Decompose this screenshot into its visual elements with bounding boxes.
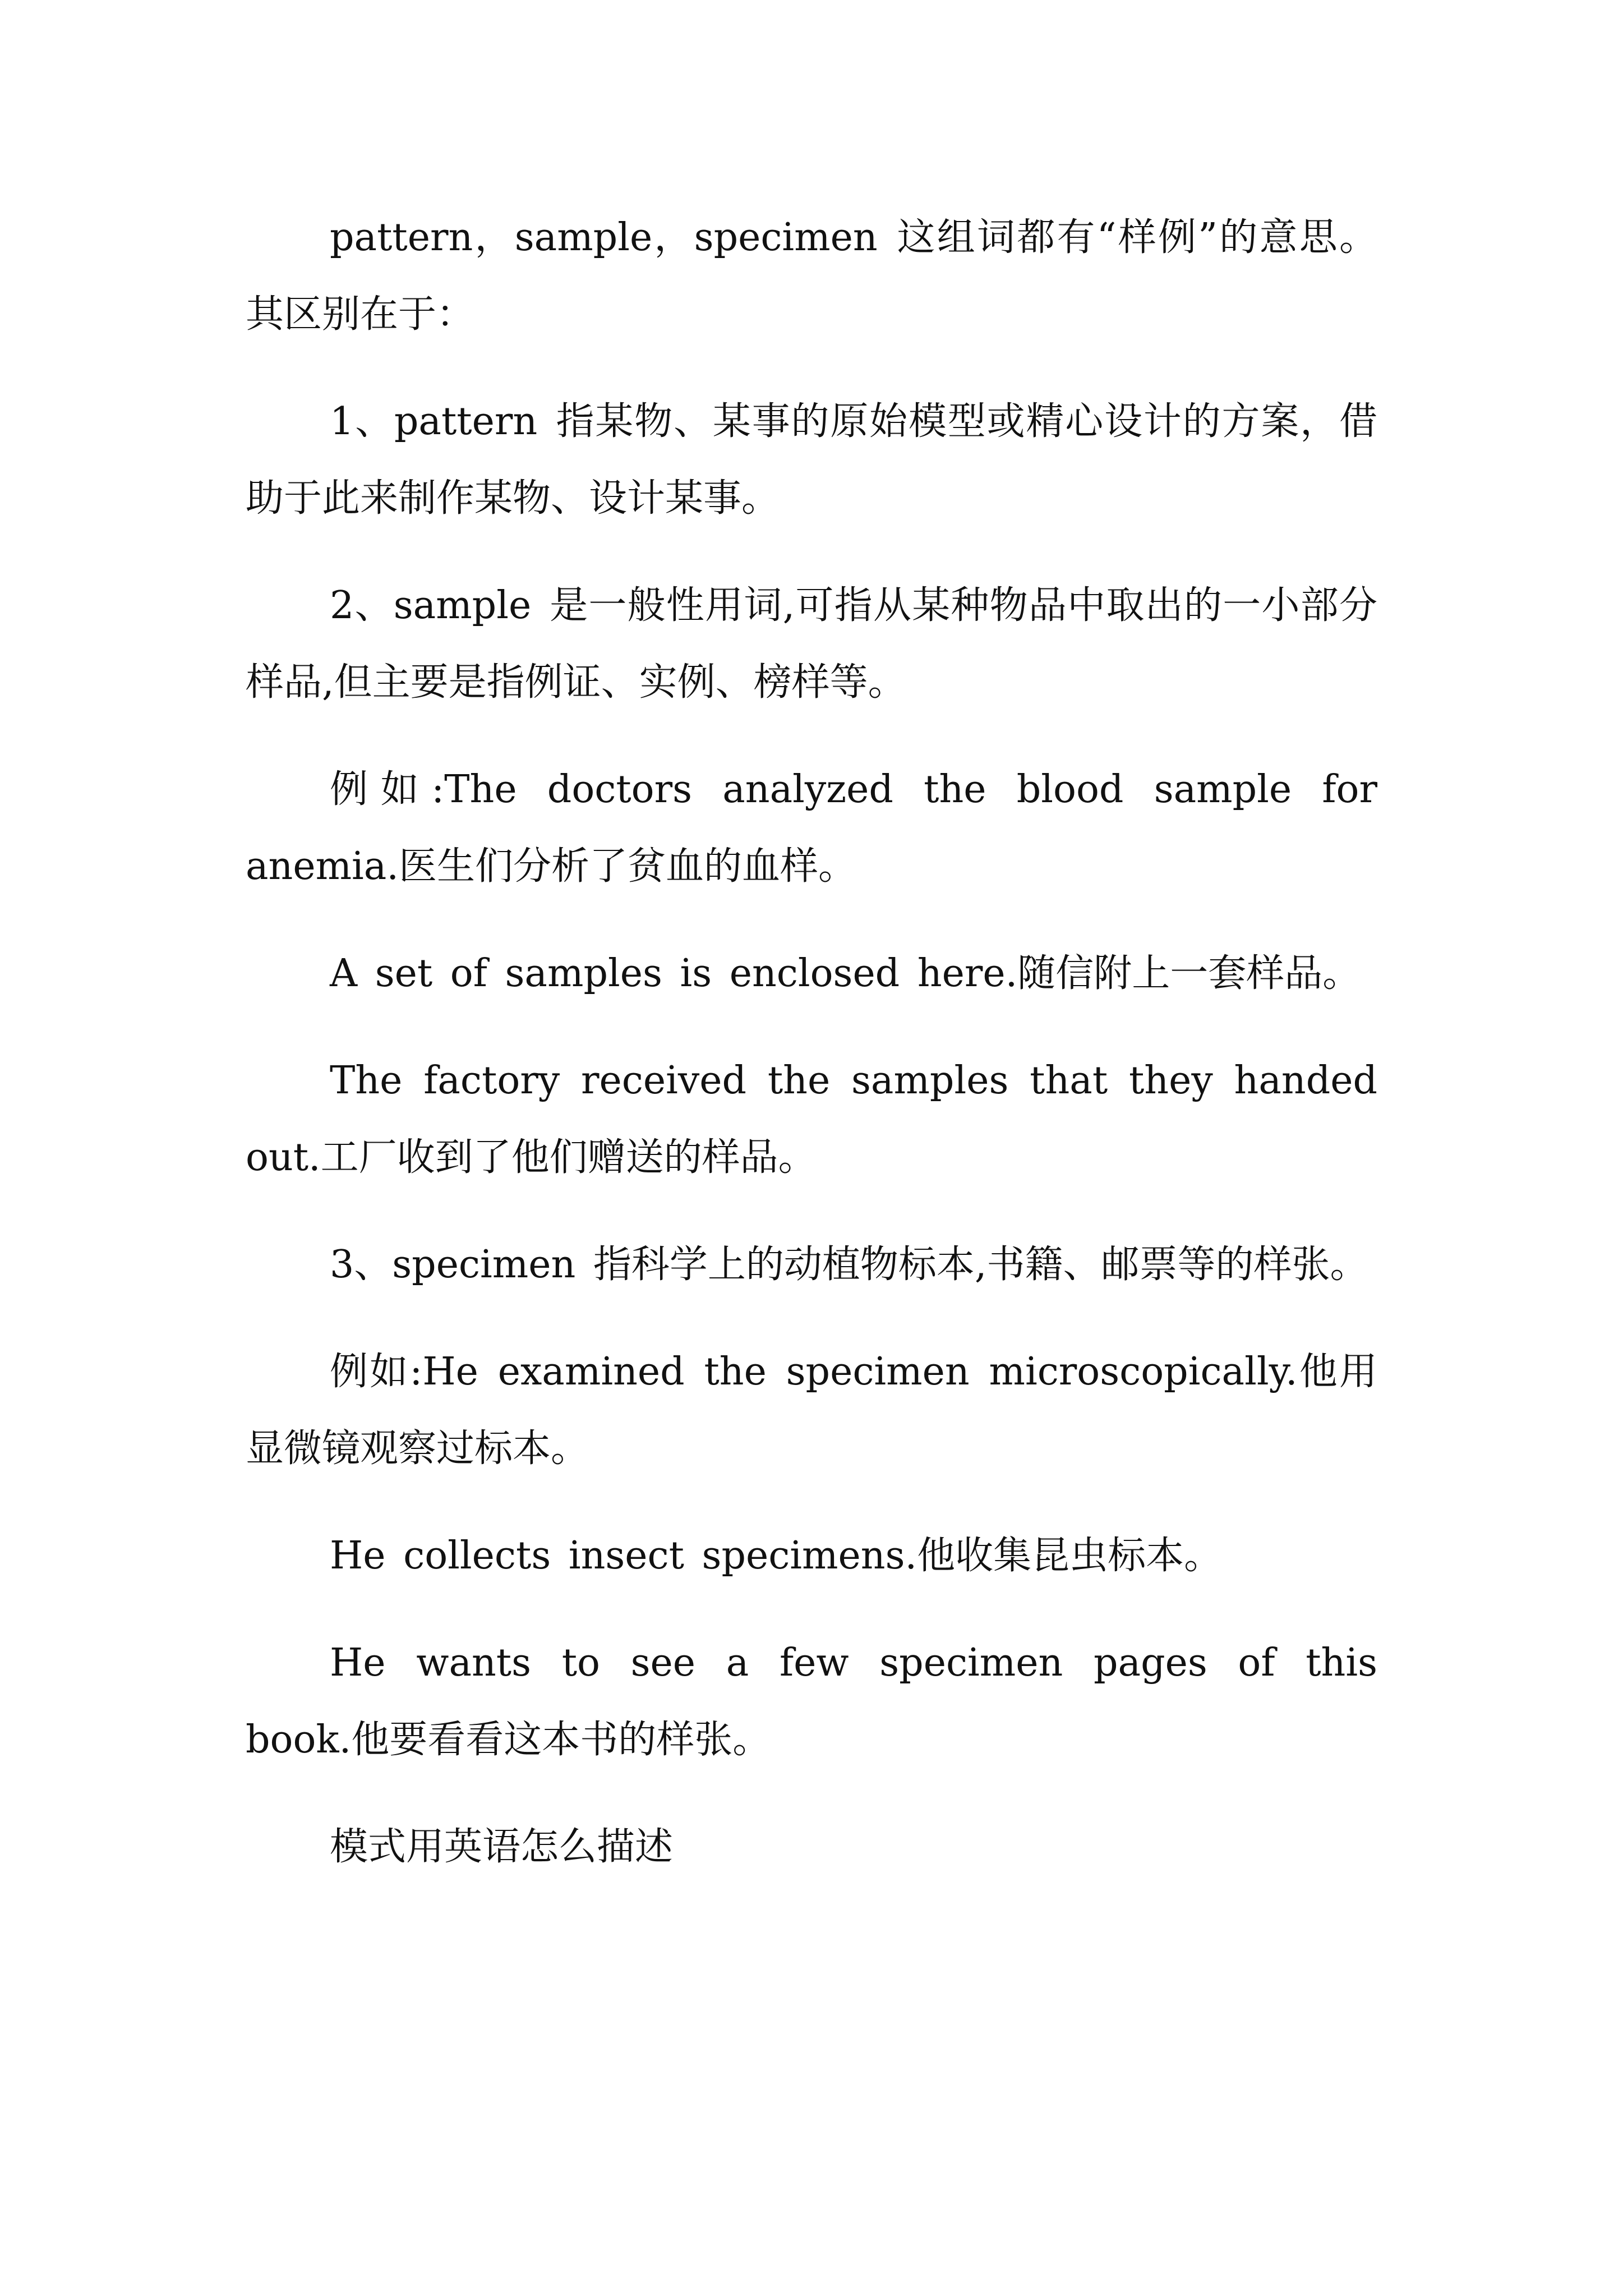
paragraph-heading-next: 模式用英语怎么描述 bbox=[330, 1825, 674, 1869]
paragraph-specimen-example-2: He collects insect specimens.他收集昆虫标本。 bbox=[330, 1534, 1223, 1578]
paragraph-intro: pattern，sample，specimen 这组词都有“样例”的意思。其区别在于： bbox=[246, 215, 1377, 337]
paragraph-specimen-example-1: 例如:He examined the specimen microscopically.他用显微镜观察过标本。 bbox=[246, 1350, 1377, 1471]
document-page bbox=[246, 199, 1377, 1885]
paragraph-sample-definition: 2、sample 是一般性用词,可指从某种物品中取出的一小部分样品,但主要是指例证、实例、榜样等。 bbox=[246, 583, 1377, 705]
paragraph-specimen-definition: 3、specimen 指科学上的动植物标本,书籍、邮票等的样张。 bbox=[330, 1243, 1368, 1287]
paragraph-sample-example-2: A set of samples is enclosed here.随信附上一套样品。 bbox=[330, 951, 1361, 996]
paragraph-sample-example-3: The factory received the samples that they handed out.工厂收到了他们赠送的样品。 bbox=[246, 1059, 1377, 1180]
paragraph-specimen-example-3: He wants to see a few specimen pages of this book.他要看看这本书的样张。 bbox=[246, 1641, 1377, 1762]
paragraph-sample-example-1: 例如:The doctors analyzed the blood sample for anemia.医生们分析了贫血的血样。 bbox=[246, 767, 1377, 889]
paragraph-pattern-definition: 1、pattern 指某物、某事的原始模型或精心设计的方案，借助于此来制作某物、设计某事。 bbox=[246, 399, 1377, 521]
